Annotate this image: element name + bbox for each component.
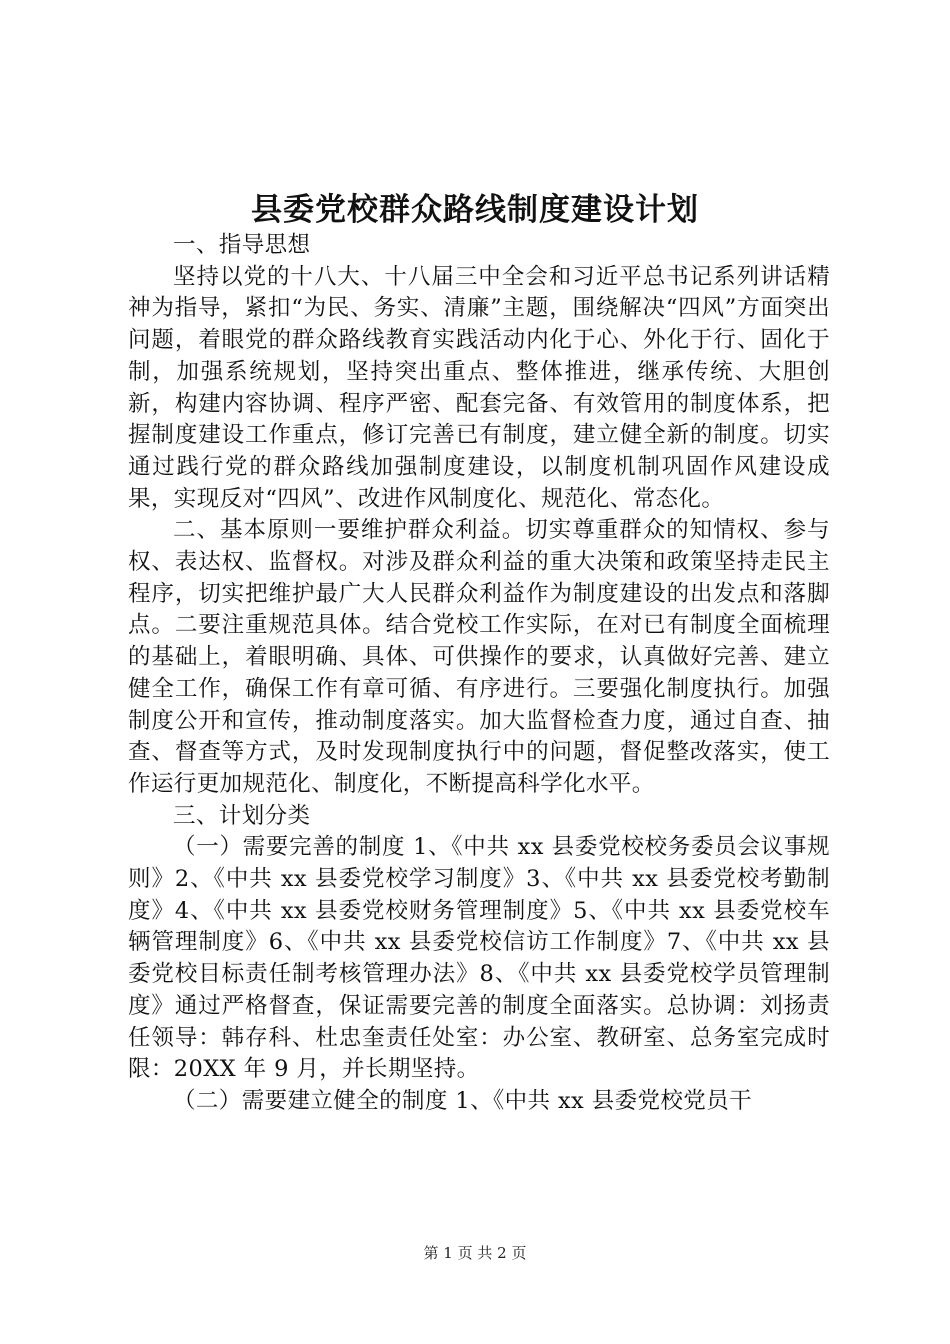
paragraph-guiding-ideology: 坚持以党的十八大、十八届三中全会和习近平总书记系列讲话精神为指导，紧扣“为民、务实、清廉”主题，围绕解决“四风”方面突出问题，着眼党的群众路线教育实践活动内化于心、外化于行、固化于制，加强系统规划，坚持突出重点、整体推进，继承传统、大胆创新，构建内容协调、程序严密、配套完备、有效管用的制度体系，把握制度建设工作重点，修订完善已有制度，建立健全新的制度。切实通过践行党的群众路线加强制度建设，以制度机制巩固作风建设成果，实现反对“四风”、改进作风制度化、规范化、常态化。 (128, 263, 830, 512)
document-body (128, 230, 830, 1118)
page-number-footer: 第 1 页 共 2 页 (423, 1244, 527, 1262)
paragraph-systems-to-establish: （二）需要建立健全的制度 1、《中共 xx 县委党校党员干 (173, 1087, 753, 1114)
section-heading-guiding-ideology: 一、指导思想 (173, 232, 311, 258)
paragraph-systems-to-improve: （一）需要完善的制度 1、《中共 xx 县委党校校务委员会议事规则》2、《中共 xx 县委党校学习制度》3、《中共 xx 县委党校考勤制度》4、《中共 xx 县委党校财务管理制度》5、《中共 xx 县委党校车辆管理制度》6、《中共 xx 县委党校信访工作制度》7、《中共 xx 县委党校目标责任制考核管理办法》8、《中共 xx 县委党校学员管理制度》通过严格督查，保证需要完善的制度全面落实。总协调：刘扬责任领导：韩存科、杜忠奎责任处室：办公室、教研室、总务室完成时限：20XX 年 9 月，并长期坚持。 (128, 834, 830, 1083)
section-heading-plan-categories: 三、计划分类 (173, 802, 311, 829)
paragraph-basic-principles: 二、基本原则一要维护群众利益。切实尊重群众的知情权、参与权、表达权、监督权。对涉及群众利益的重大决策和政策坚持走民主程序，切实把维护最广大人民群众利益作为制度建设的出发点和落脚点。二要注重规范具体。结合党校工作实际，在对已有制度全面梳理的基础上，着眼明确、具体、可供操作的要求，认真做好完善、建立健全工作，确保工作有章可循、有序进行。三要强化制度执行。加强制度公开和宣传，推动制度落实。加大监督检查力度，通过自查、抽查、督查等方式，及时发现制度执行中的问题，督促整改落实，使工作运行更加规范化、制度化，不断提高科学化水平。 (128, 517, 830, 797)
document-title: 县委党校群众路线制度建设计划 (251, 192, 699, 228)
